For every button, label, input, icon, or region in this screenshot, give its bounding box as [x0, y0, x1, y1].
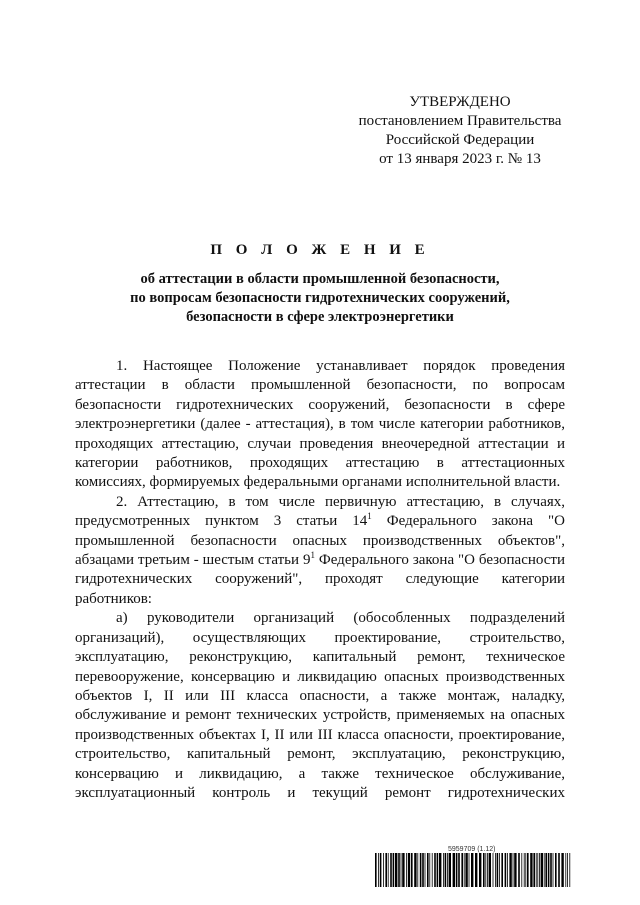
paragraph-2-text: Федерального закона "О промышленной безопасности опасных производственных объектов", абзацами третьим - шестым статьи 9 — [75, 513, 565, 569]
approval-issuer-line: Российской Федерации — [385, 132, 535, 148]
paragraph-2-text: Федерального закона "О безопасности гидротехнических сооружений", проходят следующие категории работников: — [75, 552, 566, 607]
paragraph-2 — [75, 493, 565, 609]
subtitle-line: безопасности в сфере электроэнергетики — [186, 309, 454, 325]
superscript: 1 — [310, 550, 315, 561]
subtitle-line: по вопросам безопасности гидротехнических сооружений, — [130, 290, 510, 306]
approval-stamp — [340, 93, 580, 169]
document-body — [75, 357, 565, 803]
document-subtitle — [75, 270, 565, 327]
approval-heading: УТВЕРЖДЕНО — [409, 94, 511, 110]
superscript: 1 — [367, 511, 372, 522]
paragraph-1: 1. Настоящее Положение устанавливает порядок проведения аттестации в области промышленной безопасности, по вопросам безопасности гидротехнических сооружений, безопасности в сфере электроэнергетики (далее - аттестация), в том числе категории работников, проходящих аттестацию, случаи проведения внеочередной аттестации и категории работников, проходящих аттестацию в аттестационных комиссиях, формируемых федеральными органами исполнительной власти. — [75, 358, 565, 491]
subtitle-line: об аттестации в области промышленной безопасности, — [140, 271, 500, 287]
barcode-icon — [375, 853, 571, 887]
document-title: П О Л О Ж Е Н И Е — [210, 242, 430, 258]
document-code: 5959709 (1.12) — [448, 846, 496, 853]
approval-date-number: от 13 января 2023 г. № 13 — [379, 151, 541, 167]
paragraph-3: а) руководители организаций (обособленных подразделений организаций), осуществляющих проектирование, строительство, эксплуатацию, реконструкцию, капитальный ремонт, техническое перевооружение, консервацию и ликвидацию опасных производственных объектов I, II или III класса опасности, а также монтаж, наладку, обслуживание и ремонт технических устройств, применяемых на опасных производственных объектах I, II или III класса опасности, проектирование, строительство, капитальный ремонт, эксплуатацию, реконструкцию, консервацию и ликвидацию, а также техническое обслуживание, эксплуатационный контроль и текущий ремонт гидротехнических — [75, 610, 565, 801]
approval-issuer-line: постановлением Правительства — [358, 113, 562, 129]
paragraph-2-text: 2. Аттестацию, в том числе первичную аттестацию, в случаях, предусмотренных пунктом 3 статьи 14 — [75, 493, 565, 530]
document-title-block — [75, 240, 565, 327]
